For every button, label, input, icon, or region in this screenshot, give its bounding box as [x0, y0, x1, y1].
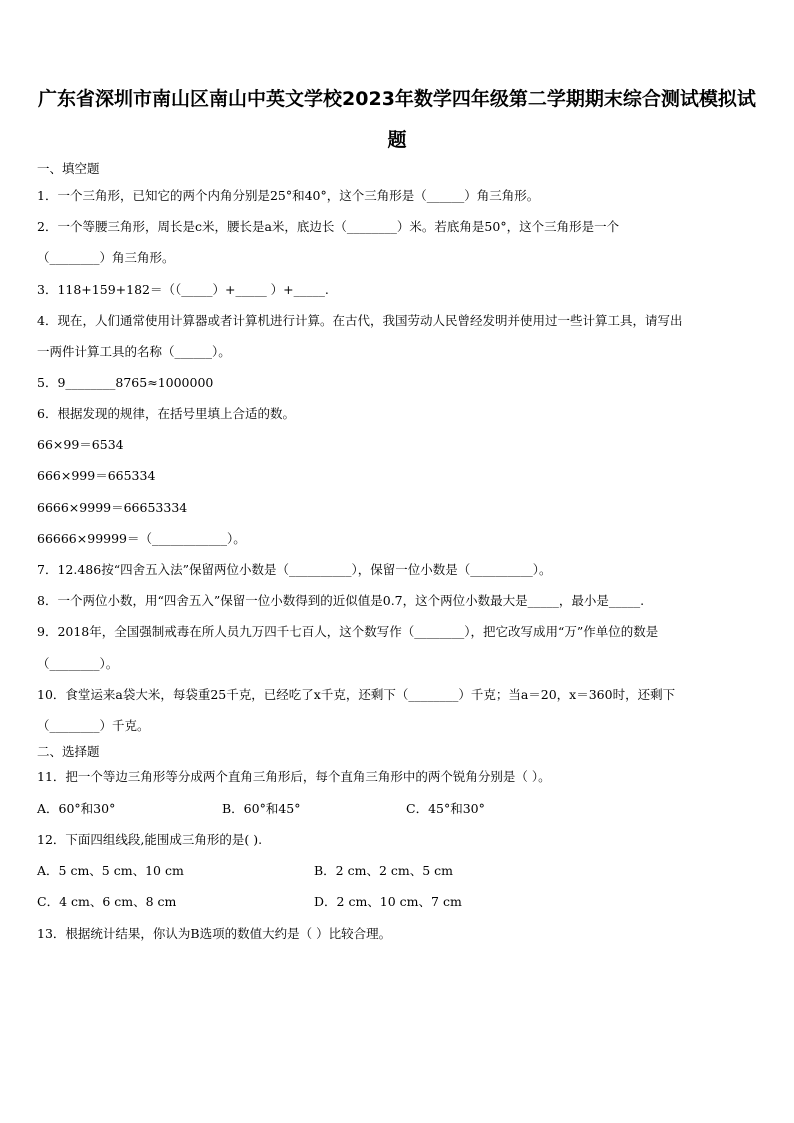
question-7: 7．12.486按“四舍五入法”保留两位小数是（__________），保留一位小数是（__________）。 [37, 562, 552, 577]
question-9: 9．2018年，全国强制戒毒在所人员九万四千七百人，这个数写作（________），把它改写成用“万”作单位的数是 [37, 624, 659, 639]
question-3: 3．118+159+182＝（（_____）+_____ ）+_____. [37, 282, 329, 297]
question-6: 6．根据发现的规律，在括号里填上合适的数。 [37, 406, 295, 421]
question-8: 8．一个两位小数，用“四舍五入”保留一位小数得到的近似值是0.7，这个两位小数最大是_____，最小是_____. [37, 593, 645, 608]
question-6-pattern-4: 66666×99999＝（____________）。 [37, 531, 246, 546]
question-10: 10．食堂运来a袋大米，每袋重25千克，已经吃了x千克，还剩下（________）千克；当a＝20，x＝360时，还剩下 [37, 687, 676, 702]
question-11-option-c: C．45°和30° [406, 801, 485, 816]
section-heading-fill-blank: 一、填空题 [37, 161, 100, 176]
question-12-option-b: B．2 cm、2 cm、5 cm [314, 863, 454, 878]
document-title-continued: 题 [387, 129, 407, 151]
question-11-option-b: B．60°和45° [222, 801, 301, 816]
question-5: 5．9________8765≈1000000 [37, 375, 214, 390]
document-title: 广东省深圳市南山区南山中英文学校2023年数学四年级第二学期期末综合测试模拟试 [38, 88, 756, 110]
question-9-continued: （________）。 [37, 656, 119, 671]
question-2: 2．一个等腰三角形，周长是c米，腰长是a米，底边长（________）米。若底角是50°，这个三角形是一个 [37, 219, 620, 234]
question-4-continued: 一两件计算工具的名称（______）。 [37, 344, 231, 359]
question-2-continued: （________）角三角形。 [37, 250, 175, 265]
question-12-option-c: C．4 cm、6 cm、8 cm [37, 894, 177, 909]
question-4: 4．现在，人们通常使用计算器或者计算机进行计算。在古代，我国劳动人民曾经发明并使用过一些计算工具，请写出 [37, 313, 683, 328]
question-11: 11．把一个等边三角形等分成两个直角三角形后，每个直角三角形中的两个锐角分别是（ ）。 [37, 769, 551, 784]
question-12-option-d: D．2 cm、10 cm、7 cm [314, 894, 462, 909]
question-6-pattern-3: 6666×9999＝66653334 [37, 500, 188, 515]
question-11-option-a: A．60°和30° [37, 801, 116, 816]
section-heading-choice: 二、选择题 [37, 744, 100, 759]
question-6-pattern-2: 666×999＝665334 [37, 468, 156, 483]
question-12: 12．下面四组线段,能围成三角形的是( ). [37, 832, 263, 847]
question-12-option-a: A．5 cm、5 cm、10 cm [37, 863, 184, 878]
question-6-pattern-1: 66×99＝6534 [37, 437, 124, 452]
question-1: 1．一个三角形，已知它的两个内角分别是25°和40°，这个三角形是（______）角三角形。 [37, 188, 540, 203]
question-13: 13．根据统计结果，你认为B选项的数值大约是（ ）比较合理。 [37, 926, 392, 941]
question-10-continued: （________）千克。 [37, 718, 150, 733]
